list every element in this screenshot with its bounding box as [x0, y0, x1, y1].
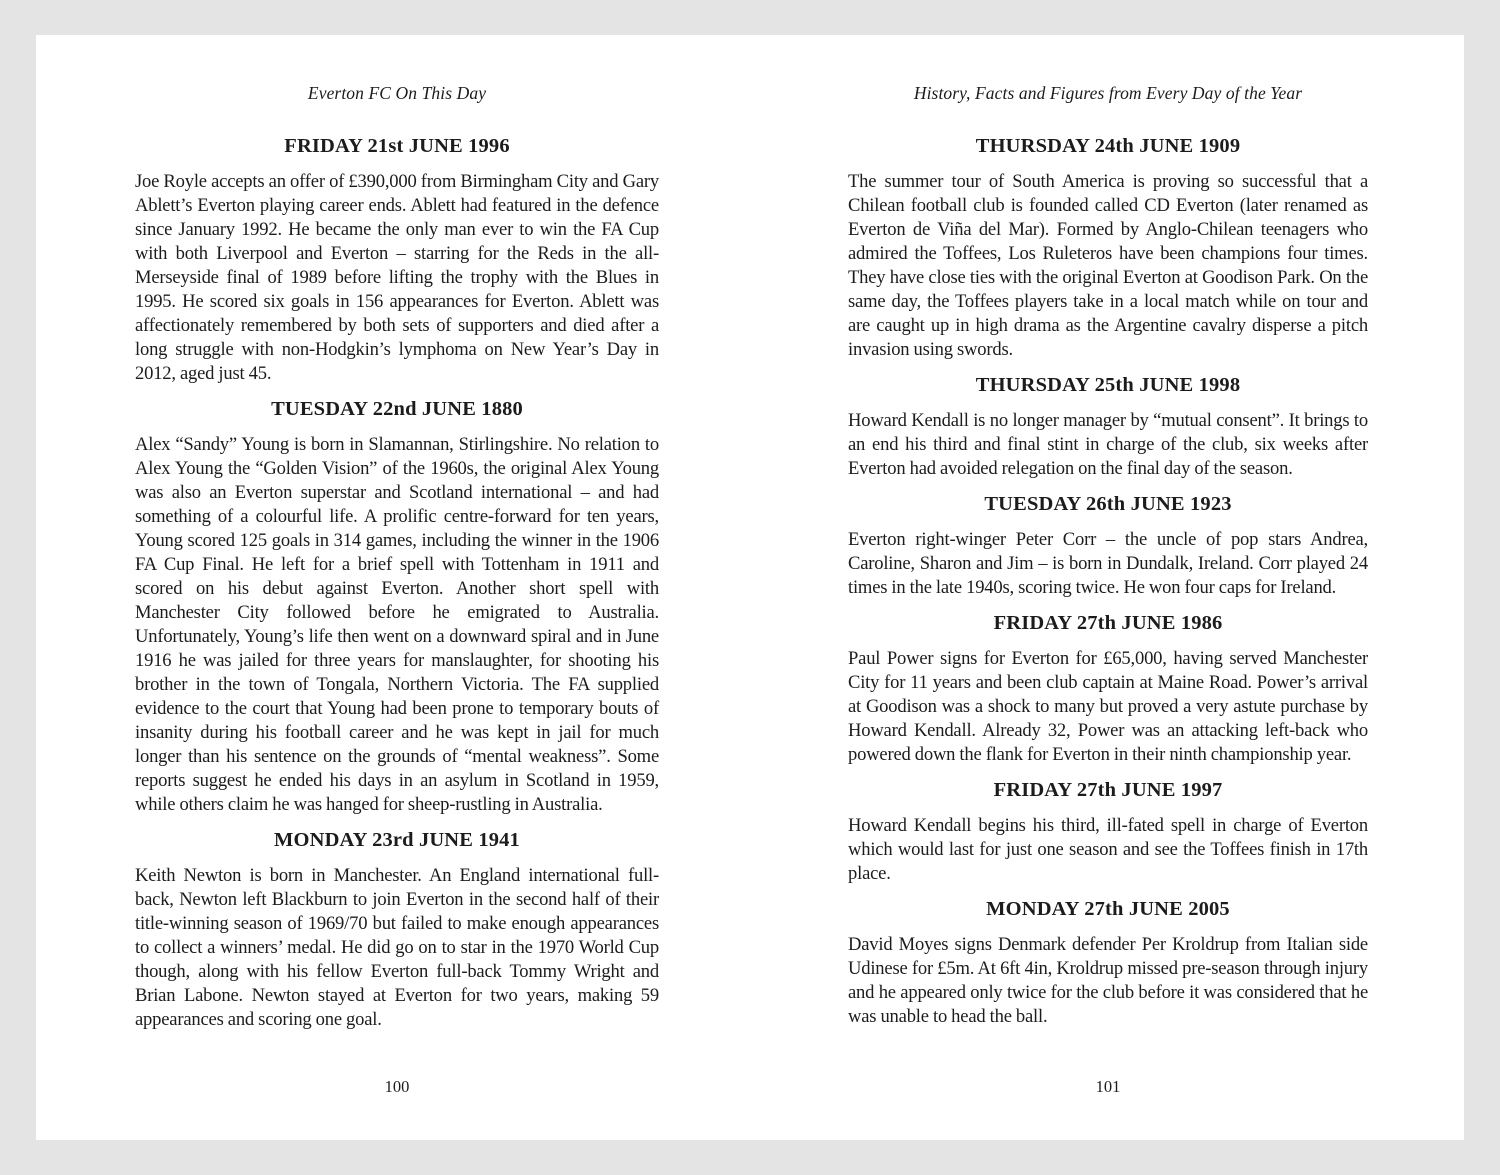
- entry-heading: THURSDAY 24th JUNE 1909: [975, 135, 1241, 157]
- entry-1996-06-21: [135, 104, 659, 386]
- entry-heading: MONDAY 23rd JUNE 1941: [274, 829, 520, 851]
- entry-heading: TUESDAY 22nd JUNE 1880: [271, 398, 523, 420]
- entry-body: David Moyes signs Denmark defender Per Kroldrup from Italian side Udinese for £5m. At 6ft 4in, Kroldrup missed pre-season through injury and he appeared only twice for the club before it was considered that he was unable to head the ball.: [848, 934, 1368, 1027]
- entry-1923-06-26: [848, 481, 1368, 600]
- entry-body: Howard Kendall begins his third, ill-fated spell in charge of Everton which would last for just one season and see the Toffees finish in 17th place.: [848, 815, 1368, 884]
- entry-1941-06-23: [135, 817, 659, 1032]
- entry-heading: MONDAY 27th JUNE 2005: [986, 898, 1230, 920]
- entry-heading: FRIDAY 27th JUNE 1986: [993, 612, 1223, 634]
- entry-heading: TUESDAY 26th JUNE 1923: [984, 493, 1232, 515]
- entry-body: Joe Royle accepts an offer of £390,000 from Birmingham City and Gary Ablett’s Everton playing career ends. Ablett had featured in the defence since January 1992. He became the only man ever to win the FA Cup with both Liverpool and Everton – starring for the Reds in the all-Merseyside final of 1989 before lifting the trophy with the Blues in 1995. He scored six goals in 156 appearances for Everton. Ablett was affectionately remembered by both sets of supporters and died after a long struggle with non-Hodgkin’s lymphoma on New Year’s Day in 2012, aged just 45.: [135, 171, 659, 384]
- entry-body: The summer tour of South America is proving so successful that a Chilean football club is founded called CD Everton (later renamed as Everton de Viña del Mar). Formed by Anglo-Chilean teenagers who admired the Toffees, Los Ruleteros have been champions four times. They have close ties with the original Everton at Goodison Park. On the same day, the Toffees players take in a local match while on tour and are caught up in high drama as the Argentine cavalry disperse a pitch invasion using swords.: [848, 171, 1368, 360]
- book-spread: [36, 35, 1464, 1140]
- entry-heading: THURSDAY 25th JUNE 1998: [975, 374, 1241, 396]
- entry-body: Alex “Sandy” Young is born in Slamannan, Stirlingshire. No relation to Alex Young the “Golden Vision” of the 1960s, the original Alex Young was also an Everton superstar and Scotland international – and had something of a colourful life. A prolific centre-forward for ten years, Young scored 125 goals in 314 games, including the winner in the 1906 FA Cup Final. He left for a brief spell with Tottenham in 1911 and scored on his debut against Everton. Another short spell with Manchester City followed before he emigrated to Australia. Unfortunately, Young’s life then went on a downward spiral and in June 1916 he was jailed for three years for manslaughter, for shooting his brother in the town of Tongala, Northern Victoria. The FA supplied evidence to the court that Young had been prone to temporary bouts of insanity during his football career and he was kept in jail for much longer than his sentence on the grounds of “mental weakness”. Some reports suggest he ended his days in an asylum in Scotland in 1959, while others claim he was hanged for sheep-rustling in Australia.: [135, 434, 659, 815]
- entry-body: Everton right-winger Peter Corr – the uncle of pop stars Andrea, Caroline, Sharon and Jim – is born in Dundalk, Ireland. Corr played 24 times in the late 1940s, scoring twice. He won four caps for Ireland.: [848, 529, 1368, 598]
- page-number-right: 101: [1095, 1077, 1121, 1096]
- running-head-left: Everton FC On This Day: [307, 83, 487, 103]
- entry-heading: FRIDAY 21st JUNE 1996: [284, 135, 510, 157]
- right-page: [848, 35, 1368, 1140]
- entry-heading: FRIDAY 27th JUNE 1997: [993, 779, 1223, 801]
- entry-1998-06-25: [848, 362, 1368, 481]
- entry-body: Keith Newton is born in Manchester. An England international full-back, Newton left Blackburn to join Everton in the second half of their title-winning season of 1969/70 but failed to make enough appearances to collect a winners’ medal. He did go on to star in the 1970 World Cup though, along with his fellow Everton full-back Tommy Wright and Brian Labone. Newton stayed at Everton for two years, making 59 appearances and scoring one goal.: [135, 865, 659, 1030]
- entry-1997-06-27: [848, 767, 1368, 886]
- entry-body: Howard Kendall is no longer manager by “mutual consent”. It brings to an end his third and final stint in charge of the club, six weeks after Everton had avoided relegation on the final day of the season.: [848, 410, 1368, 479]
- entry-2005-06-27: [848, 886, 1368, 1029]
- left-page: [135, 35, 659, 1140]
- entry-1909-06-24: [848, 104, 1368, 362]
- page-number-left: 100: [384, 1077, 410, 1096]
- entry-1986-06-27: [848, 600, 1368, 767]
- entry-1880-06-22: [135, 386, 659, 817]
- entry-body: Paul Power signs for Everton for £65,000, having served Manchester City for 11 years and been club captain at Maine Road. Power’s arrival at Goodison was a shock to many but proved a very astute purchase by Howard Kendall. Already 32, Power was an attacking left-back who powered down the flank for Everton in their ninth championship year.: [848, 648, 1368, 765]
- running-head-right: History, Facts and Figures from Every Day of the Year: [913, 83, 1303, 103]
